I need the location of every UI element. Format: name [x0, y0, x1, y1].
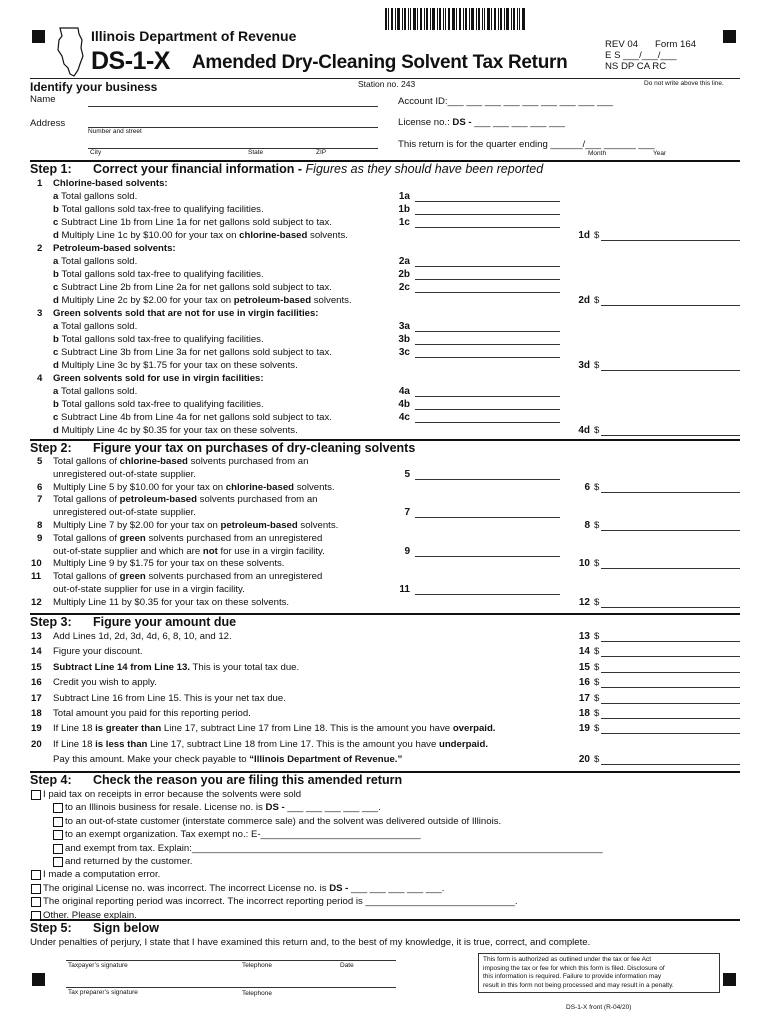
taxpayer-signature-caption: Taxpayer’s signature: [68, 962, 128, 969]
step2-dollar-field-8[interactable]: [601, 530, 740, 531]
step4-reason-text: The original License no. was incorrect. The incorrect License no. is DS - ___ ___ ___ ___ ___.: [43, 882, 445, 894]
step2-line-text: unregistered out-of-state supplier.: [53, 507, 196, 519]
step3-line-text: Subtract Line 16 from Line 15. This is your net tax due.: [53, 692, 286, 704]
step4-checkbox[interactable]: [53, 817, 63, 827]
step1-amount-field-2b[interactable]: [415, 279, 560, 280]
step1-line-text: a Total gallons sold.: [53, 386, 138, 397]
step1-dollar-field-2d[interactable]: [601, 305, 740, 306]
license-blanks: ___ ___ ___ ___ ___: [474, 117, 565, 128]
step2-ref-label: 8: [584, 520, 590, 531]
step3-line-text: If Line 18 is less than Line 17, subtract Line 18 from Line 17. This is the amount you have underpaid.: [53, 738, 488, 750]
office-codes: NS DP CA RC: [605, 61, 667, 72]
step1-title: Correct your financial information - Figures as they should have been reported: [93, 162, 544, 176]
step2-ref-label: 7: [404, 507, 410, 519]
registration-mark-top-left: [32, 30, 45, 43]
step1-line-number: 4: [37, 373, 43, 384]
date-caption: Date: [340, 962, 354, 969]
station-number: Station no. 243: [358, 79, 416, 89]
license-number-field[interactable]: [398, 117, 565, 128]
step3-dollar-field-14[interactable]: [601, 656, 740, 657]
step3-ref-label: 17: [578, 692, 590, 704]
step2-dollar-sign: $: [594, 558, 600, 570]
step4-reason-text: I made a computation error.: [43, 869, 161, 881]
step1-amount-field-3c[interactable]: [415, 357, 560, 358]
step2-line-text: Total gallons of petroleum-based solvents purchased from an: [53, 494, 318, 506]
step3-line-number: 18: [31, 708, 42, 719]
step2-ref-label: 10: [578, 558, 590, 570]
month-caption: Month: [588, 150, 607, 157]
step4-reason-text: and returned by the customer.: [65, 856, 193, 867]
step2-dollar-sign: $: [594, 520, 600, 531]
form-footer: DS-1-X front (R-04/20): [566, 1004, 632, 1011]
step1-line-text: Green solvents sold for use in virgin facilities:: [53, 373, 264, 384]
name-label: Name: [30, 94, 56, 105]
es-code: E S ___/___/___: [605, 50, 677, 61]
step4-reason-text: I paid tax on receipts in error because the solvents were sold: [43, 789, 302, 800]
preparer-signature-caption: Tax preparer’s signature: [68, 989, 138, 996]
step2-line-number: 12: [31, 596, 42, 608]
step1-ref-label: 2c: [398, 282, 410, 293]
step1-amount-field-4b[interactable]: [415, 409, 560, 410]
step3-line-text: Add Lines 1d, 2d, 3d, 4d, 6, 8, 10, and 12.: [53, 631, 232, 642]
step4-reason-text: Other. Please explain._______________________________________________________________________________________: [43, 909, 602, 921]
license-label: License no.:: [398, 117, 450, 128]
step4-reason-text: to an Illinois business for resale. License no. is DS - ___ ___ ___ ___ ___.: [65, 802, 381, 814]
step1-ref-label: 4d: [578, 425, 590, 436]
step3-line-text: Figure your discount.: [53, 646, 143, 658]
step2-line-number: 6: [37, 481, 43, 493]
step1-ref-label: 1d: [578, 230, 590, 241]
step1-line-number: 3: [37, 308, 43, 319]
step1-amount-field-1c[interactable]: [415, 227, 560, 228]
step4-checkbox[interactable]: [31, 897, 41, 907]
step2-label: Step 2:: [30, 441, 72, 455]
step2-line-text: Total gallons of green solvents purchased from an unregistered: [53, 532, 323, 544]
step3-ref-label: 20: [578, 754, 590, 766]
step1-amount-field-4c[interactable]: [415, 422, 560, 423]
step5-title: Sign below: [93, 921, 159, 935]
step1-line-text: b Total gallons sold tax-free to qualifying facilities.: [53, 334, 264, 345]
step1-line-text: c Subtract Line 4b from Line 4a for net gallons sold subject to tax.: [53, 412, 332, 423]
step2-ref-label: 9: [404, 545, 410, 557]
step3-dollar-sign: $: [594, 661, 600, 673]
step3-dollar-field-18[interactable]: [601, 718, 740, 719]
privacy-notice: This form is authorized as outlined under the tax or fee Act imposing the tax or fee for which this form is filed. Disclosure of this information is required. Failure to provide information may result in this form not being processed and may result in a penalty.: [478, 953, 720, 993]
step1-subtitle: Figures as they should have been reported: [305, 162, 544, 176]
step3-label: Step 3:: [30, 615, 72, 629]
step1-amount-field-1b[interactable]: [415, 214, 560, 215]
step1-line-text: a Total gallons sold.: [53, 191, 138, 202]
step3-ref-label: 16: [578, 677, 590, 689]
step1-line-text: b Total gallons sold tax-free to qualifying facilities.: [53, 399, 264, 410]
step3-line-text: Pay this amount. Make your check payable to “Illinois Department of Revenue.”: [53, 754, 403, 766]
step2-line-text: Multiply Line 7 by $2.00 for your tax on petroleum-based solvents.: [53, 520, 339, 531]
name-field[interactable]: [88, 106, 378, 107]
step3-line-text: Credit you wish to apply.: [53, 677, 157, 689]
step1-label: Step 1:: [30, 162, 72, 176]
form-id: DS-1-X: [91, 47, 170, 75]
step3-dollar-field-19[interactable]: [601, 733, 740, 734]
step1-ref-label: 3c: [398, 347, 410, 358]
step1-line-text: Green solvents sold that are not for use in virgin facilities:: [53, 308, 319, 319]
step1-dollar-sign: $: [594, 425, 600, 436]
step1-ref-label: 1a: [398, 191, 410, 202]
step2-line-text: Multiply Line 5 by $10.00 for your tax on chlorine-based solvents.: [53, 481, 335, 493]
step2-title: Figure your tax on purchases of dry-cleaning solvents: [93, 441, 416, 455]
step2-dollar-sign: $: [594, 481, 600, 493]
perjury-statement: Under penalties of perjury, I state that I have examined this return and, to the best of my knowledge, it is true, correct, and complete.: [30, 937, 591, 948]
step1-amount-field-1a[interactable]: [415, 201, 560, 202]
step3-dollar-field-16[interactable]: [601, 687, 740, 688]
step3-dollar-sign: $: [594, 708, 600, 719]
step2-ref-label: 11: [399, 584, 410, 595]
agency-name: Illinois Department of Revenue: [91, 28, 297, 44]
step3-line-number: 19: [31, 723, 42, 735]
step3-line-text: If Line 18 is greater than Line 17, subtract Line 17 from Line 18. This is the amount you have overpaid.: [53, 723, 496, 735]
barcode-image: [385, 8, 525, 30]
step1-dollar-field-1d[interactable]: [601, 240, 740, 241]
step2-line-text: out-of-state supplier for use in a virgin facility.: [53, 584, 245, 595]
step1-line-text: d Multiply Line 2c by $2.00 for your tax on petroleum-based solvents.: [53, 295, 352, 306]
number-street-caption: Number and street: [88, 128, 142, 135]
step4-checkbox[interactable]: [53, 844, 63, 854]
step2-amount-field-9[interactable]: [415, 556, 560, 557]
preparer-signature-line[interactable]: [66, 987, 396, 988]
step2-dollar-sign: $: [594, 596, 600, 608]
step1-amount-field-2c[interactable]: [415, 292, 560, 293]
city-caption: City: [90, 149, 102, 156]
step4-checkbox[interactable]: [31, 790, 41, 800]
identify-business-title: Identify your business: [30, 80, 158, 94]
step2-ref-label: 6: [584, 481, 590, 493]
step3-line-number: 14: [31, 646, 42, 658]
registration-mark-bottom-left: [32, 973, 45, 986]
step1-line-text: d Multiply Line 4c by $0.35 for your tax on these solvents.: [53, 425, 298, 436]
step1-amount-field-4a[interactable]: [415, 396, 560, 397]
step5-label: Step 5:: [30, 921, 72, 935]
illinois-state-outline-icon: [56, 26, 84, 78]
step3-ref-label: 13: [578, 631, 590, 642]
year-caption: Year: [653, 150, 667, 157]
step2-line-text: out-of-state supplier and which are not for use in a virgin facility.: [53, 545, 325, 557]
step2-line-text: unregistered out-of-state supplier.: [53, 468, 196, 480]
step2-line-number: 8: [37, 520, 43, 531]
step2-line-number: 7: [37, 494, 43, 506]
step3-dollar-field-20[interactable]: [601, 764, 740, 765]
step3-dollar-sign: $: [594, 723, 600, 735]
step1-line-text: b Total gallons sold tax-free to qualifying facilities.: [53, 204, 264, 215]
step2-amount-field-11[interactable]: [415, 594, 560, 595]
step2-ref-label: 12: [578, 596, 590, 608]
step1-line-number: 2: [37, 243, 43, 254]
do-not-write-note: Do not write above this line.: [644, 80, 724, 87]
step1-dollar-field-3d[interactable]: [601, 370, 740, 371]
step1-dollar-sign: $: [594, 360, 600, 371]
taxpayer-signature-line[interactable]: [66, 960, 396, 961]
step1-line-text: d Multiply Line 3c by $1.75 for your tax on these solvents.: [53, 360, 298, 371]
step4-reason-text: to an exempt organization. Tax exempt no.: E-______________________________: [65, 829, 421, 841]
step1-line-text: c Subtract Line 3b from Line 3a for net gallons sold subject to tax.: [53, 347, 332, 358]
address-city-field[interactable]: [88, 148, 378, 149]
step3-dollar-field-13[interactable]: [601, 641, 740, 642]
step2-dollar-field-6[interactable]: [601, 492, 740, 493]
step1-ref-label: 3a: [398, 321, 410, 332]
step4-checkbox[interactable]: [53, 857, 63, 867]
step3-title: Figure your amount due: [93, 615, 237, 629]
step2-line-text: Total gallons of chlorine-based solvents purchased from an: [53, 456, 309, 467]
step3-dollar-sign: $: [594, 677, 600, 689]
rev-code: REV 04: [605, 39, 639, 50]
step1-dollar-sign: $: [594, 295, 600, 306]
step3-ref-label: 18: [578, 708, 590, 719]
step2-dollar-field-10[interactable]: [601, 568, 740, 569]
zip-caption: ZIP: [316, 149, 327, 156]
step1-dollar-sign: $: [594, 230, 600, 241]
step1-ref-label: 2d: [578, 295, 590, 306]
step4-reason-text: to an out-of-state customer (interstate commerce sale) and the solvent was delivered outside of Illinois.: [65, 815, 502, 827]
step3-line-number: 16: [31, 677, 42, 689]
step1-ref-label: 3b: [398, 334, 410, 345]
step1-ref-label: 4c: [398, 412, 410, 423]
step1-line-number: 1: [37, 178, 43, 189]
step3-line-number: 20: [31, 738, 42, 750]
step2-line-text: Multiply Line 9 by $1.75 for your tax on these solvents.: [53, 558, 285, 570]
step3-dollar-field-17[interactable]: [601, 703, 740, 704]
step1-ref-label: 1c: [398, 217, 410, 228]
step1-line-text: Chlorine-based solvents:: [53, 178, 168, 189]
step3-ref-label: 15: [578, 661, 590, 673]
preparer-telephone-caption: Telephone: [242, 990, 272, 997]
step2-line-number: 9: [37, 532, 43, 544]
step2-ref-label: 5: [404, 468, 410, 480]
step1-ref-label: 2b: [398, 269, 410, 280]
step1-line-text: a Total gallons sold.: [53, 321, 138, 332]
step2-line-number: 11: [31, 571, 42, 583]
step2-amount-field-5[interactable]: [415, 479, 560, 480]
step4-checkbox[interactable]: [53, 803, 63, 813]
step3-dollar-sign: $: [594, 631, 600, 642]
step1-line-text: c Subtract Line 2b from Line 2a for net gallons sold subject to tax.: [53, 282, 332, 293]
registration-mark-bottom-right: [723, 973, 736, 986]
step4-checkbox[interactable]: [31, 884, 41, 894]
step1-amount-field-3b[interactable]: [415, 344, 560, 345]
step4-checkbox[interactable]: [53, 830, 63, 840]
step2-amount-field-7[interactable]: [415, 517, 560, 518]
step4-checkbox[interactable]: [31, 870, 41, 880]
quarter-ending-field[interactable]: This return is for the quarter ending ______/___ ______ ___: [398, 139, 655, 150]
step3-line-text: Total amount you paid for this reporting period.: [53, 708, 251, 719]
step1-ref-label: 1b: [398, 204, 410, 215]
step2-dollar-field-12[interactable]: [601, 607, 740, 608]
step2-line-text: Multiply Line 11 by $0.35 for your tax on these solvents.: [53, 596, 290, 608]
step3-dollar-sign: $: [594, 692, 600, 704]
step3-line-number: 15: [31, 661, 42, 673]
step3-line-number: 13: [31, 631, 42, 642]
step3-ref-label: 14: [578, 646, 590, 658]
step4-title: Check the reason you are filing this amended return: [93, 773, 403, 787]
step1-amount-field-3a[interactable]: [415, 331, 560, 332]
step3-line-text: Subtract Line 14 from Line 13. This is your total tax due.: [53, 661, 300, 673]
step4-reason-text: The original reporting period was incorrect. The incorrect reporting period is ____________________________.: [43, 896, 518, 908]
step1-ref-label: 4b: [398, 399, 410, 410]
step1-line-text: Petroleum-based solvents:: [53, 243, 176, 254]
step1-ref-label: 3d: [578, 360, 590, 371]
step1-line-text: d Multiply Line 1c by $10.00 for your tax on chlorine-based solvents.: [53, 230, 348, 241]
step1-ref-label: 4a: [398, 386, 410, 397]
step1-line-text: b Total gallons sold tax-free to qualifying facilities.: [53, 269, 264, 280]
step4-label: Step 4:: [30, 773, 72, 787]
step3-ref-label: 19: [578, 723, 590, 735]
step3-dollar-sign: $: [594, 646, 600, 658]
step3-line-number: 17: [31, 692, 42, 704]
step3-dollar-sign: $: [594, 754, 600, 766]
step2-line-number: 10: [31, 558, 42, 570]
state-caption: State: [248, 149, 264, 156]
step2-line-text: Total gallons of green solvents purchased from an unregistered: [53, 571, 323, 583]
step1-amount-field-2a[interactable]: [415, 266, 560, 267]
step1-line-text: a Total gallons sold.: [53, 256, 138, 267]
form-number: Form 164: [655, 39, 697, 50]
step1-ref-label: 2a: [398, 256, 410, 267]
step2-line-number: 5: [37, 456, 43, 467]
address-label: Address: [30, 118, 66, 129]
step3-dollar-field-15[interactable]: [601, 672, 740, 673]
step1-dollar-field-4d[interactable]: [601, 435, 740, 436]
header-divider: [30, 78, 740, 79]
telephone-caption: Telephone: [242, 962, 272, 969]
registration-mark-top-right: [723, 30, 736, 43]
step1-line-text: c Subtract Line 1b from Line 1a for net gallons sold subject to tax.: [53, 217, 332, 228]
license-prefix: DS -: [452, 117, 472, 128]
step4-reason-text: and exempt from tax. Explain:_____________________________________________________________________________: [65, 842, 603, 854]
form-title: Amended Dry-Cleaning Solvent Tax Return: [192, 52, 568, 73]
account-id-field[interactable]: Account ID:___ ___ ___ ___ ___ ___ ___ ___ ___: [398, 96, 613, 107]
